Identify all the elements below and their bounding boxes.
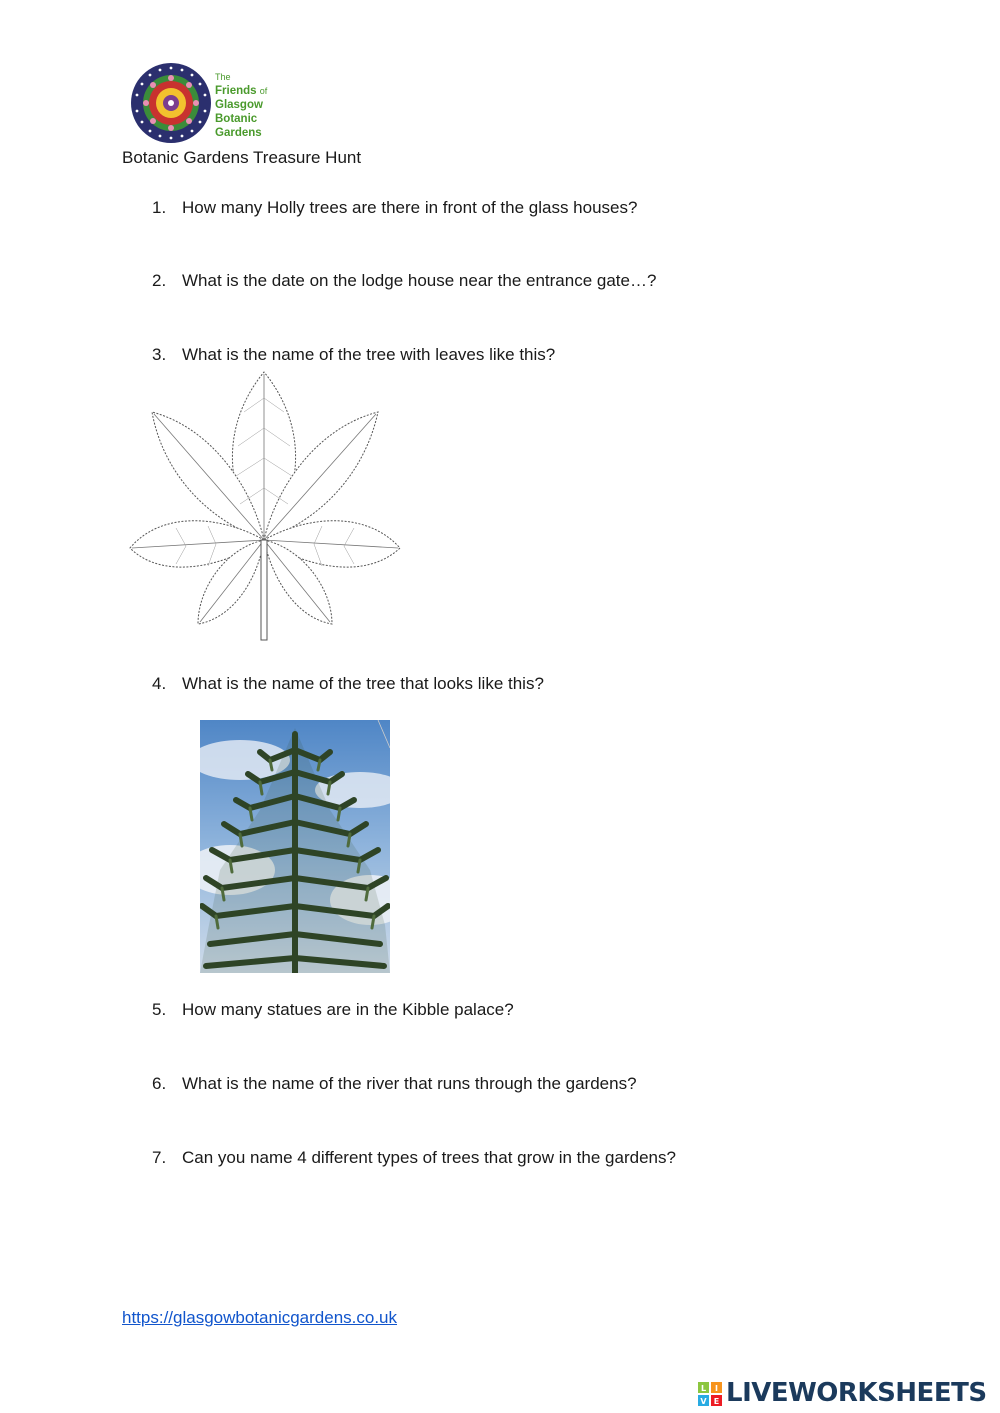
liveworksheets-logo-icon <box>698 1382 722 1406</box>
svg-text:I: I <box>715 1384 718 1393</box>
logo-line-friends: Friends of <box>215 85 268 97</box>
question-text: What is the name of the river that runs through the gardens? <box>182 1074 637 1093</box>
question-number: 1. <box>152 198 167 217</box>
page-title: Botanic Gardens Treasure Hunt <box>122 148 362 167</box>
question-text: What is the name of the tree that looks like this? <box>182 674 544 693</box>
question-text: What is the date on the lodge house near the entrance gate…? <box>182 271 657 290</box>
question-item <box>152 270 656 292</box>
website-link[interactable]: https://glasgowbotanicgardens.co.uk <box>122 1308 398 1327</box>
question-text: How many statues are in the Kibble palace? <box>182 1000 514 1019</box>
watermark-text: LIVEWORKSHEETS <box>726 1378 987 1408</box>
svg-text:L: L <box>700 1384 707 1393</box>
question-number: 5. <box>152 1000 167 1019</box>
question-number: 3. <box>152 345 167 364</box>
question-item <box>152 673 544 695</box>
horse-chestnut-leaf-image <box>126 368 404 644</box>
question-item <box>152 1073 637 1095</box>
question-number: 6. <box>152 1074 167 1093</box>
question-number: 4. <box>152 674 167 693</box>
logo-line-glasgow: Glasgow <box>215 99 263 111</box>
monkey-puzzle-tree-image <box>200 720 390 973</box>
question-text: What is the name of the tree with leaves like this? <box>182 345 556 364</box>
question-text: Can you name 4 different types of trees that grow in the gardens? <box>182 1148 676 1167</box>
question-item <box>152 1147 676 1169</box>
question-number: 2. <box>152 271 167 290</box>
seal-logo-icon <box>130 62 212 144</box>
logo-line-the: The <box>215 72 231 82</box>
question-item <box>152 999 514 1021</box>
logo-line-botanic: Botanic <box>215 113 258 125</box>
question-item <box>152 197 637 219</box>
question-text: How many Holly trees are there in front of the glass houses? <box>182 198 638 217</box>
question-item <box>152 344 555 366</box>
question-number: 7. <box>152 1148 167 1167</box>
logo-text <box>215 70 267 140</box>
friends-logo <box>130 62 290 146</box>
logo-line-gardens: Gardens <box>215 127 262 139</box>
liveworksheets-watermark <box>698 1376 994 1410</box>
svg-text:E: E <box>713 1397 720 1406</box>
svg-text:V: V <box>700 1397 707 1406</box>
